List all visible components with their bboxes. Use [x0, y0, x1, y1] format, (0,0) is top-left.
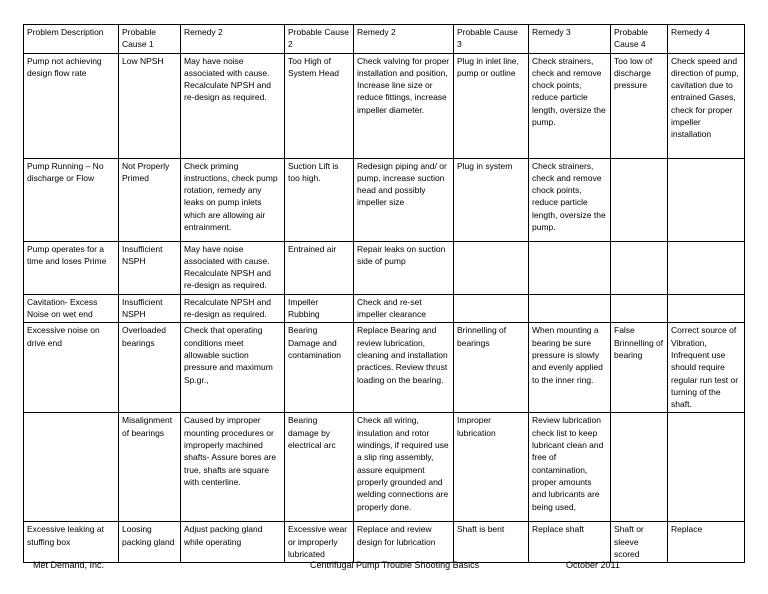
header-cell: Probable Cause 4	[611, 25, 668, 54]
trouble-shooting-table	[23, 24, 745, 563]
header-row	[24, 25, 745, 54]
table-row	[24, 241, 745, 294]
table-cell: Replace and review design for lubrication	[354, 522, 454, 563]
table-cell	[668, 413, 745, 522]
table-cell: Replace	[668, 522, 745, 563]
table-cell: Overloaded bearings	[119, 323, 181, 413]
header-cell: Probable Cause 2	[285, 25, 354, 54]
table-cell: Improper lubrication	[454, 413, 529, 522]
table-cell: Replace Bearing and review lubrication, cleaning and installation practices. Review thrust loading on the bearing.	[354, 323, 454, 413]
table-cell: Check and re-set impeller clearance	[354, 294, 454, 323]
table-cell: Review lubrication check list to keep lubricant clean and free of contamination, proper amounts and lubricants are being used,	[529, 413, 611, 522]
table-cell: Impeller Rubbing	[285, 294, 354, 323]
table-cell: Check priming instructions, check pump rotation, remedy any leaks on pump inlets which are allowing air entrainment.	[181, 158, 285, 241]
table-cell: Correct source of Vibration, Infrequent use should require regular run test or turning of the shaft.	[668, 323, 745, 413]
table-row	[24, 53, 745, 158]
footer-date: October 2011	[566, 560, 620, 570]
table-cell: Excessive noise on drive end	[24, 323, 119, 413]
table-cell: Bearing Damage and contamination	[285, 323, 354, 413]
table-cell	[668, 294, 745, 323]
table-cell: May have noise associated with cause. Recalculate NPSH and re-design as required.	[181, 241, 285, 294]
table-cell: Low NPSH	[119, 53, 181, 158]
table-cell: Too low of discharge pressure	[611, 53, 668, 158]
table-cell: Loosing packing gland	[119, 522, 181, 563]
table-cell: False Brinnelling of bearing	[611, 323, 668, 413]
header-cell: Problem Description	[24, 25, 119, 54]
table-cell: Misalignment of bearings	[119, 413, 181, 522]
table-cell: May have noise associated with cause. Recalculate NPSH and re-design as required.	[181, 53, 285, 158]
table-cell: Too High of System Head	[285, 53, 354, 158]
table-cell	[454, 294, 529, 323]
header-cell: Remedy 2	[181, 25, 285, 54]
table-cell	[454, 241, 529, 294]
table-row	[24, 323, 745, 413]
table-cell: Caused by improper mounting procedures or improperly machined shafts- Assure bores are true, shafts are square with centerline.	[181, 413, 285, 522]
table-cell: Entrained air	[285, 241, 354, 294]
footer-title: Centrifugal Pump Trouble Shooting Basics	[310, 560, 480, 570]
table-cell: Cavitation- Excess Noise on wet end	[24, 294, 119, 323]
table-cell	[24, 413, 119, 522]
table-cell: Check valving for proper installation and position, Increase line size or reduce fittings, increase impeller diameter.	[354, 53, 454, 158]
table-row	[24, 158, 745, 241]
table-cell	[529, 294, 611, 323]
table-cell: Plug in inlet line, pump or outline	[454, 53, 529, 158]
table-cell: Check speed and direction of pump, cavitation due to entrained Gases, check for proper impeller installation	[668, 53, 745, 158]
table-cell: Brinnelling of bearings	[454, 323, 529, 413]
table-cell	[611, 241, 668, 294]
header-cell: Remedy 2	[354, 25, 454, 54]
table-cell: Replace shaft	[529, 522, 611, 563]
table-cell: Pump operates for a time and loses Prime	[24, 241, 119, 294]
table-cell: Check that operating conditions meet allowable suction pressure and maximum Sp.gr.,	[181, 323, 285, 413]
table-cell	[611, 413, 668, 522]
table-cell: Excessive wear or improperly lubricated	[285, 522, 354, 563]
table-cell: Pump Running – No discharge or Flow	[24, 158, 119, 241]
table-cell	[529, 241, 611, 294]
table-cell: Shaft is bent	[454, 522, 529, 563]
table-cell: Insufficient NSPH	[119, 294, 181, 323]
table-row	[24, 413, 745, 522]
table-cell: Pump not achieving design flow rate	[24, 53, 119, 158]
table-cell: Suction Lift is too high.	[285, 158, 354, 241]
table-cell: Excessive leaking at stuffing box	[24, 522, 119, 563]
table-cell: Check strainers, check and remove chock points, reduce particle length, oversize the pump.	[529, 53, 611, 158]
table-row	[24, 294, 745, 323]
table-cell: Recalculate NPSH and re-design as required.	[181, 294, 285, 323]
header-cell: Probable Cause 3	[454, 25, 529, 54]
table-cell	[668, 158, 745, 241]
table-cell: Repair leaks on suction side of pump	[354, 241, 454, 294]
table-cell	[611, 294, 668, 323]
header-cell: Probable Cause 1	[119, 25, 181, 54]
table-cell: Adjust packing gland while operating	[181, 522, 285, 563]
table-cell: Check all wiring, insulation and rotor windings, if required use a slip ring assembly, assure equipment properly grounded and welding connections are properly done.	[354, 413, 454, 522]
table-cell: Insufficient NSPH	[119, 241, 181, 294]
table-row	[24, 522, 745, 563]
footer-company: Met Demand, Inc.	[33, 560, 105, 570]
table-cell	[611, 158, 668, 241]
table-cell: Redesign piping and/ or pump, increase suction head and possibly impeller size	[354, 158, 454, 241]
table-cell: Check strainers, check and remove chock points, reduce particle length, oversize the pump.	[529, 158, 611, 241]
table-cell	[668, 241, 745, 294]
table-cell: Not Properly Primed	[119, 158, 181, 241]
table-cell: Bearing damage by electrical arc	[285, 413, 354, 522]
header-cell: Remedy 4	[668, 25, 745, 54]
table-cell: When mounting a bearing be sure pressure is slowly and evenly applied to the inner ring.	[529, 323, 611, 413]
table-cell: Shaft or sleeve scored	[611, 522, 668, 563]
table-cell: Plug in system	[454, 158, 529, 241]
header-cell: Remedy 3	[529, 25, 611, 54]
